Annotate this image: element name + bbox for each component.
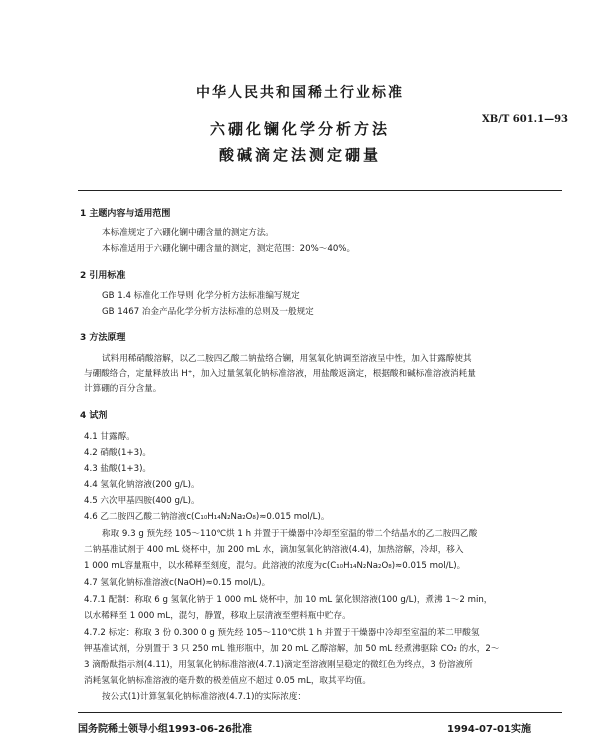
footer-divider — [78, 712, 562, 713]
reagent-4-4: 4.4 氢氧化钠溶液(200 g/L)。 — [84, 480, 200, 490]
reagent-4-7-2-line-5: 按公式(1)计算氢氧化钠标准溶液(4.7.1)的实际浓度： — [102, 692, 307, 702]
section-4-title: 4 试剂 — [80, 411, 108, 421]
standard-code: XB/T 601.1—93 — [482, 114, 569, 125]
section-1-paragraph-1: 本标准规定了六硼化镧中硼含量的测定方法。 — [102, 228, 274, 238]
section-1-paragraph-2: 本标准适用于六硼化镧中硼含量的测定，测定范围：20%～40%。 — [102, 244, 356, 254]
reagent-4-1: 4.1 甘露醇。 — [84, 432, 135, 442]
section-3-title: 3 方法原理 — [80, 333, 126, 343]
reagent-4-7-2-line-1: 4.7.2 标定：称取 3 份 0.300 0 g 预先经 105～110℃烘 1 h 并置于干燥器中冷却至室温的苯二甲酸氢 — [84, 628, 480, 638]
document-title-line2: 酸碱滴定法测定硼量 — [218, 146, 381, 164]
reference-gb-1-4: GB 1.4 标准化工作导则 化学分析方法标准编写规定 — [102, 291, 300, 301]
reagent-4-6-line-2: 二钠基准试剂于 400 mL 烧杯中，加 200 mL 水，滴加氢氧化钠溶液(4.4)，加热溶解，冷却，移入 — [84, 545, 464, 555]
section-1-title: 1 主题内容与适用范围 — [80, 209, 171, 219]
header-divider — [78, 190, 562, 191]
principle-line-1: 试料用稀硝酸溶解，以乙二胺四乙酸二钠盐络合镧，用氢氧化钠调至溶液呈中性，加入甘露醇使其 — [102, 354, 472, 364]
reagent-4-7-1-line-1: 4.7.1 配制：称取 6 g 氢氧化钠于 1 000 mL 烧杯中，加 10 mL 氯化钡溶液(100 g/L)，煮沸 1～2 min， — [84, 595, 493, 605]
reagent-4-7-2-line-4: 消耗氢氧化钠标准溶液的毫升数的极差值应不超过 0.05 mL，取其平均值。 — [84, 676, 371, 686]
reagent-4-6-line-1: 称取 9.3 g 预先经 105～110℃烘 1 h 并置于干燥器中冷却至室温的带二个结晶水的乙二胺四乙酸 — [102, 529, 478, 539]
reagent-4-7-2-line-3: 3 滴酚酞指示剂(4.11)，用氢氧化钠标准溶液(4.7.1)滴定至溶液刚呈稳定的微红色为终点，3 份溶液所 — [84, 660, 473, 670]
reagent-4-7: 4.7 氢氧化钠标准溶液c(NaOH)≈0.15 mol/L)。 — [84, 578, 271, 588]
approval-note: 国务院稀土领导小组1993-06-26批准 — [78, 724, 252, 735]
reagent-4-7-2-line-2: 钾基准试剂，分别置于 3 只 250 mL 锥形瓶中，加 20 mL 乙醇溶解，加 50 mL 经煮沸驱除 CO₂ 的水，2～ — [84, 644, 500, 654]
reagent-4-2: 4.2 硝酸(1+3)。 — [84, 448, 152, 458]
reference-gb-1467: GB 1467 冶金产品化学分析方法标准的总则及一般规定 — [102, 307, 314, 317]
reagent-4-7-1-line-2: 以水稀释至 1 000 mL，混匀，静置，移取上层清液至塑料瓶中贮存。 — [84, 611, 351, 621]
implementation-date: 1994-07-01实施 — [447, 724, 531, 735]
reagent-4-6: 4.6 乙二胺四乙酸二钠溶液c(C₁₀H₁₄N₂Na₂O₈)≈0.015 mol/L)。 — [84, 512, 330, 522]
section-2-title: 2 引用标准 — [80, 271, 126, 281]
reagent-4-3: 4.3 盐酸(1+3)。 — [84, 464, 152, 474]
reagent-4-6-line-3: 1 000 mL容量瓶中，以水稀释至刻度，混匀。此溶液的浓度为c(C₁₀H₁₄N₂Na₂O₈)≈0.015 mol/L)。 — [84, 561, 466, 571]
principle-line-2: 与硼酸络合，定量释放出 H⁺，加入过量氢氧化钠标准溶液，用盐酸返滴定，根据酸和碱标准溶液消耗量 — [84, 369, 476, 379]
principle-line-3: 计算硼的百分含量。 — [84, 384, 162, 394]
document-title-line1: 六硼化镧化学分析方法 — [209, 120, 390, 138]
issuing-organization: 中华人民共和国稀土行业标准 — [196, 85, 404, 101]
reagent-4-5: 4.5 六次甲基四胺(400 g/L)。 — [84, 496, 200, 506]
